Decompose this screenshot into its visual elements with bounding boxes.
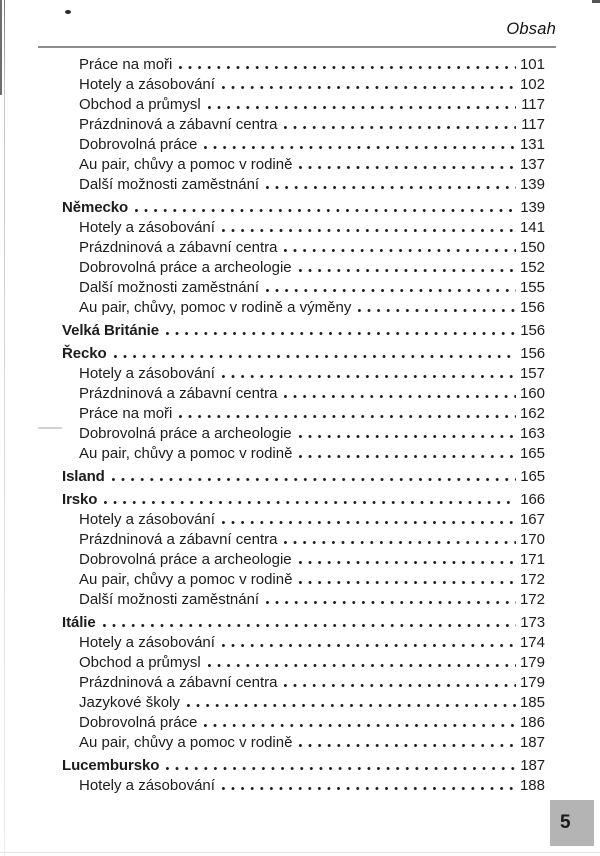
- toc-entry: [62, 175, 545, 195]
- toc-entry-label: Prázdninová a zábavní centra: [79, 239, 278, 256]
- toc-entry-page: 185: [519, 694, 545, 711]
- dot-leader: [299, 561, 516, 564]
- toc-entry: [62, 653, 545, 673]
- dot-leader: [166, 767, 516, 770]
- toc-entry: [62, 384, 545, 404]
- toc-entry-page: 117: [521, 96, 545, 113]
- dot-leader: [266, 601, 516, 604]
- toc-entry-label: Prázdninová a zábavní centra: [79, 116, 278, 133]
- toc-entry-label: Hotely a zásobování: [79, 76, 215, 93]
- header-rule: [38, 46, 556, 48]
- toc-entry-label: Obchod a průmysl: [79, 654, 201, 671]
- toc-entry-label: Itálie: [62, 614, 96, 631]
- toc-entry: [62, 733, 545, 753]
- scan-smudge: [38, 427, 62, 429]
- toc-entry-page: 139: [519, 176, 545, 193]
- dot-leader: [222, 521, 516, 524]
- dot-leader: [222, 229, 516, 232]
- dot-leader: [179, 66, 516, 69]
- toc-entry-page: 186: [519, 714, 545, 731]
- toc-entry-page: 188: [519, 777, 545, 794]
- toc-entry: [62, 424, 545, 444]
- toc-entry-label: Prázdninová a zábavní centra: [79, 385, 278, 402]
- toc-entry-page: 137: [519, 156, 545, 173]
- toc-entry-label: Řecko: [62, 345, 107, 362]
- corner-scan-mark: [592, 0, 600, 3]
- scan-bottom-edge: [0, 852, 600, 853]
- toc-entry: [62, 713, 545, 733]
- toc-entry-page: 155: [519, 279, 545, 296]
- toc-entry-label: Dobrovolná práce a archeologie: [79, 425, 292, 442]
- toc-entry: [62, 75, 545, 95]
- toc-entry: [62, 155, 545, 175]
- dot-leader: [187, 704, 516, 707]
- dot-leader: [284, 249, 516, 252]
- toc-entry: [62, 756, 545, 776]
- toc-entry-label: Dobrovolná práce a archeologie: [79, 259, 292, 276]
- toc-entry-page: 102: [519, 76, 545, 93]
- dot-leader: [135, 209, 516, 212]
- toc-entry: [62, 673, 545, 693]
- toc-entry-label: Hotely a zásobování: [79, 365, 215, 382]
- toc-entry: [62, 258, 545, 278]
- toc-entry-page: 131: [519, 136, 545, 153]
- toc-entry-page: 187: [519, 734, 545, 751]
- toc-entry-page: 152: [519, 259, 545, 276]
- toc-entry: [62, 613, 545, 633]
- toc-entry: [62, 364, 545, 384]
- page-title: Obsah: [506, 20, 556, 38]
- toc-entry-label: Lucembursko: [62, 757, 160, 774]
- dot-leader: [114, 355, 516, 358]
- toc-entry: [62, 490, 545, 510]
- dot-leader: [299, 455, 516, 458]
- toc-entry: [62, 776, 545, 796]
- toc-entry-label: Prázdninová a zábavní centra: [79, 674, 278, 691]
- toc-entry-label: Irsko: [62, 491, 98, 508]
- toc-entry: [62, 321, 545, 341]
- toc-entry: [62, 344, 545, 364]
- toc-entry-page: 165: [520, 468, 545, 485]
- dot-leader: [358, 309, 516, 312]
- toc-entry: [62, 444, 545, 464]
- dot-leader: [284, 395, 516, 398]
- dot-leader: [208, 664, 516, 667]
- toc-entry: [62, 135, 545, 155]
- toc-entry-label: Au pair, chůvy, pomoc v rodině a výměny: [79, 299, 352, 316]
- toc-entry-page: 172: [519, 571, 545, 588]
- toc-entry-label: Obchod a průmysl: [79, 96, 201, 113]
- dot-leader: [299, 269, 516, 272]
- toc-entry: [62, 510, 545, 530]
- toc-entry-page: 156: [520, 345, 545, 362]
- toc-entry-page: 117: [521, 116, 545, 133]
- toc-entry-label: Hotely a zásobování: [79, 219, 215, 236]
- toc-entry-page: 162: [519, 405, 545, 422]
- toc-entry-label: Dobrovolná práce: [79, 136, 198, 153]
- dot-leader: [299, 581, 516, 584]
- toc-entry-page: 179: [519, 654, 545, 671]
- toc-entry-label: Au pair, chůvy a pomoc v rodině: [79, 571, 293, 588]
- dot-leader: [204, 146, 516, 149]
- toc-entry: [62, 530, 545, 550]
- toc-entry-page: 139: [520, 199, 545, 216]
- toc-entry: [62, 404, 545, 424]
- toc-entry-label: Další možnosti zaměstnání: [79, 591, 260, 608]
- dot-leader: [208, 106, 516, 109]
- page-number-box: [550, 800, 594, 846]
- toc-entry: [62, 95, 545, 115]
- dot-leader: [222, 644, 516, 647]
- ink-speck: [65, 10, 71, 14]
- dot-leader: [222, 787, 516, 790]
- dot-leader: [204, 724, 516, 727]
- scan-edge-line: [4, 0, 5, 856]
- toc-entry-page: 156: [519, 299, 545, 316]
- toc-entry: [62, 55, 545, 75]
- toc-entry-label: Prázdninová a zábavní centra: [79, 531, 278, 548]
- toc-entry: [62, 467, 545, 487]
- toc-entry-label: Velká Británie: [62, 322, 159, 339]
- toc-entry-label: Německo: [62, 199, 129, 216]
- toc-entry-page: 172: [519, 591, 545, 608]
- dot-leader: [104, 501, 516, 504]
- toc-entry-label: Au pair, chůvy a pomoc v rodině: [79, 156, 293, 173]
- toc-entry-page: 187: [520, 757, 545, 774]
- toc-entry-label: Hotely a zásobování: [79, 777, 215, 794]
- dot-leader: [284, 684, 516, 687]
- dot-leader: [179, 415, 516, 418]
- toc-entry-page: 173: [520, 614, 545, 631]
- toc-entry: [62, 218, 545, 238]
- toc-entry: [62, 115, 545, 135]
- toc-entry-page: 157: [519, 365, 545, 382]
- toc-entry: [62, 633, 545, 653]
- dot-leader: [222, 375, 516, 378]
- dot-leader: [299, 744, 516, 747]
- toc-entry: [62, 693, 545, 713]
- toc-entry-page: 160: [519, 385, 545, 402]
- toc-entry: [62, 198, 545, 218]
- dot-leader: [299, 435, 516, 438]
- toc-entry-label: Jazykové školy: [79, 694, 180, 711]
- dot-leader: [222, 86, 516, 89]
- toc-entry-page: 150: [519, 239, 545, 256]
- toc-entry-label: Island: [62, 468, 105, 485]
- page-number: 5: [560, 812, 571, 833]
- toc-entry-page: 166: [520, 491, 545, 508]
- toc-entry: [62, 550, 545, 570]
- dot-leader: [166, 332, 516, 335]
- toc-entry-page: 156: [520, 322, 545, 339]
- dot-leader: [103, 624, 516, 627]
- toc-entry-label: Au pair, chůvy a pomoc v rodině: [79, 445, 293, 462]
- toc-entry: [62, 238, 545, 258]
- toc-entry-page: 170: [519, 531, 545, 548]
- toc-entry: [62, 590, 545, 610]
- toc-entry-label: Hotely a zásobování: [79, 511, 215, 528]
- toc-entry: [62, 570, 545, 590]
- running-head: [38, 20, 556, 39]
- scan-edge-shadow: [0, 0, 2, 95]
- toc-list: [62, 55, 545, 796]
- toc-entry-label: Práce na moři: [79, 56, 173, 73]
- toc-entry-label: Hotely a zásobování: [79, 634, 215, 651]
- toc-entry-label: Práce na moři: [79, 405, 173, 422]
- toc-entry: [62, 298, 545, 318]
- toc-entry-page: 179: [519, 674, 545, 691]
- dot-leader: [284, 126, 516, 129]
- toc-entry-label: Dobrovolná práce: [79, 714, 198, 731]
- dot-leader: [266, 186, 516, 189]
- toc-entry-page: 174: [519, 634, 545, 651]
- toc-entry-label: Další možnosti zaměstnání: [79, 176, 260, 193]
- toc-entry-label: Další možnosti zaměstnání: [79, 279, 260, 296]
- toc-entry-label: Au pair, chůvy a pomoc v rodině: [79, 734, 293, 751]
- toc-entry-page: 163: [519, 425, 545, 442]
- dot-leader: [299, 166, 516, 169]
- toc-entry-page: 171: [519, 551, 545, 568]
- toc-entry: [62, 278, 545, 298]
- dot-leader: [284, 541, 516, 544]
- dot-leader: [112, 478, 516, 481]
- toc-entry-page: 141: [519, 219, 545, 236]
- dot-leader: [266, 289, 516, 292]
- toc-entry-page: 167: [519, 511, 545, 528]
- toc-entry-page: 165: [519, 445, 545, 462]
- toc-entry-label: Dobrovolná práce a archeologie: [79, 551, 292, 568]
- toc-entry-page: 101: [519, 56, 545, 73]
